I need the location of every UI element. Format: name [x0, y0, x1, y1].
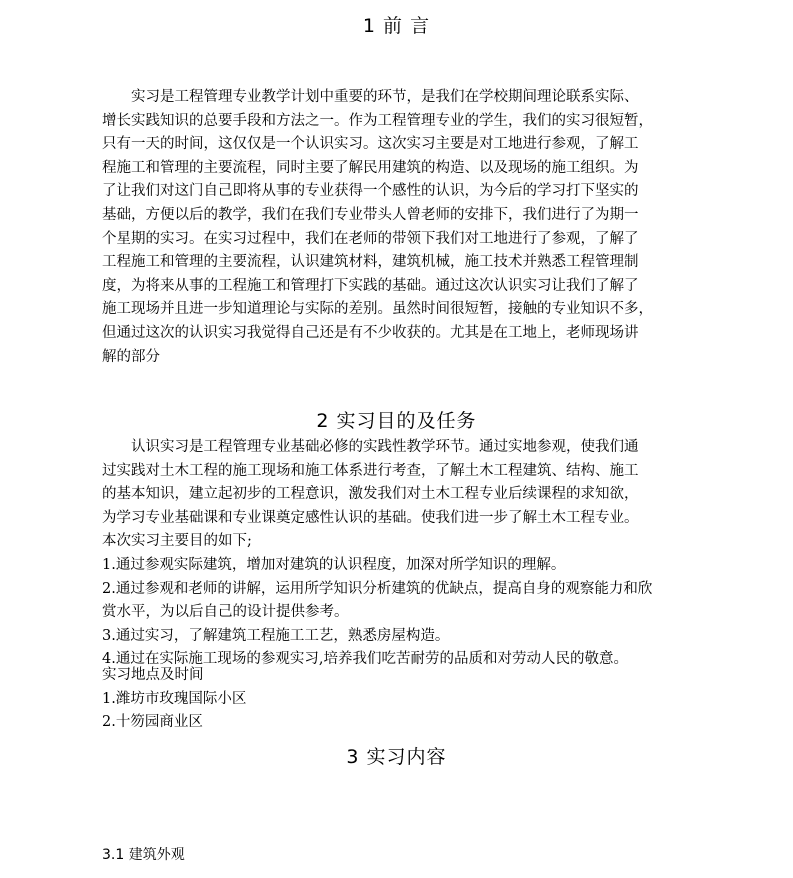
paragraph-line: 度，为将来从事的工程施工和管理打下实践的基础。通过这次认识实习让我们了解了 — [102, 277, 639, 294]
section-2-paragraph — [102, 436, 702, 672]
list-item: 1.通过参观实际建筑，增加对建筑的认识程度，加深对所学知识的理解。 — [102, 556, 566, 573]
paragraph-line: 为学习专业基础课和专业课奠定感性认识的基础。使我们进一步了解土木工程专业。 — [102, 509, 639, 526]
location-item: 1.潍坊市玫瑰国际小区 — [102, 690, 247, 707]
paragraph-line: 实习是工程管理专业教学计划中重要的环节，是我们在学校期间理论联系实际、 — [131, 89, 639, 105]
list-item: 2.通过参观和老师的讲解，运用所学知识分析建筑的优缺点，提高自身的观察能力和欣 — [102, 580, 653, 597]
section-1-paragraph — [102, 86, 702, 369]
practice-location-block — [102, 664, 702, 735]
list-item: 4.通过在实际施工现场的参观实习,培养我们吃苦耐劳的品质和对劳动人民的敬意。 — [102, 651, 628, 668]
section-2-heading: 2 实习目的及任务 — [316, 410, 477, 432]
paragraph-line: 个星期的实习。在实习过程中，我们在老师的带领下我们对工地进行了参观，了解了 — [102, 230, 639, 247]
list-item-continuation: 赏水平，为以后自己的设计提供参考。 — [102, 604, 349, 621]
paragraph-line: 但通过这次的认识实习我觉得自己还是有不少收获的。尤其是在工地上，老师现场讲 — [102, 324, 639, 341]
paragraph-line: 认识实习是工程管理专业基础必修的实践性教学环节。通过实地参观，使我们通 — [131, 439, 639, 455]
paragraph-line: 过实践对土木工程的施工现场和施工体系进行考查，了解土木工程建筑、结构、施工 — [102, 462, 639, 479]
section-3-heading: 3 实习内容 — [346, 746, 447, 768]
list-item: 3.通过实习，了解建筑工程施工工艺，熟悉房屋构造。 — [102, 627, 450, 644]
paragraph-line: 程施工和管理的主要流程，同时主要了解民用建筑的构造、以及现场的施工组织。为 — [102, 159, 639, 176]
paragraph-line: 本次实习主要目的如下; — [102, 533, 252, 550]
paragraph-line: 只有一天的时间，这仅仅是一个认识实习。这次实习主要是对工地进行参观，了解工 — [102, 136, 639, 153]
location-item: 2.十笏园商业区 — [102, 714, 203, 731]
paragraph-line: 解的部分 — [102, 348, 160, 365]
paragraph-line: 基础，方便以后的教学，我们在我们专业带头人曾老师的安排下，我们进行了为期一 — [102, 206, 639, 223]
section-1-heading: 1 前 言 — [362, 15, 431, 37]
paragraph-line: 施工现场并且进一步知道理论与实际的差别。虽然时间很短暂，接触的专业知识不多， — [102, 301, 653, 318]
subsection-3-1-heading: 3.1 建筑外观 — [102, 847, 185, 863]
paragraph-line: 的基本知识，建立起初步的工程意识，激发我们对土木工程专业后续课程的求知欲， — [102, 486, 639, 503]
location-heading: 实习地点及时间 — [102, 667, 204, 683]
paragraph-line: 增长实践知识的总要手段和方法之一。作为工程管理专业的学生，我们的实习很短暂， — [102, 112, 653, 129]
paragraph-line: 了让我们对这门自己即将从事的专业获得一个感性的认识，为今后的学习打下坚实的 — [102, 183, 639, 200]
paragraph-line: 工程施工和管理的主要流程，认识建筑材料，建筑机械，施工技术并熟悉工程管理制 — [102, 254, 639, 271]
